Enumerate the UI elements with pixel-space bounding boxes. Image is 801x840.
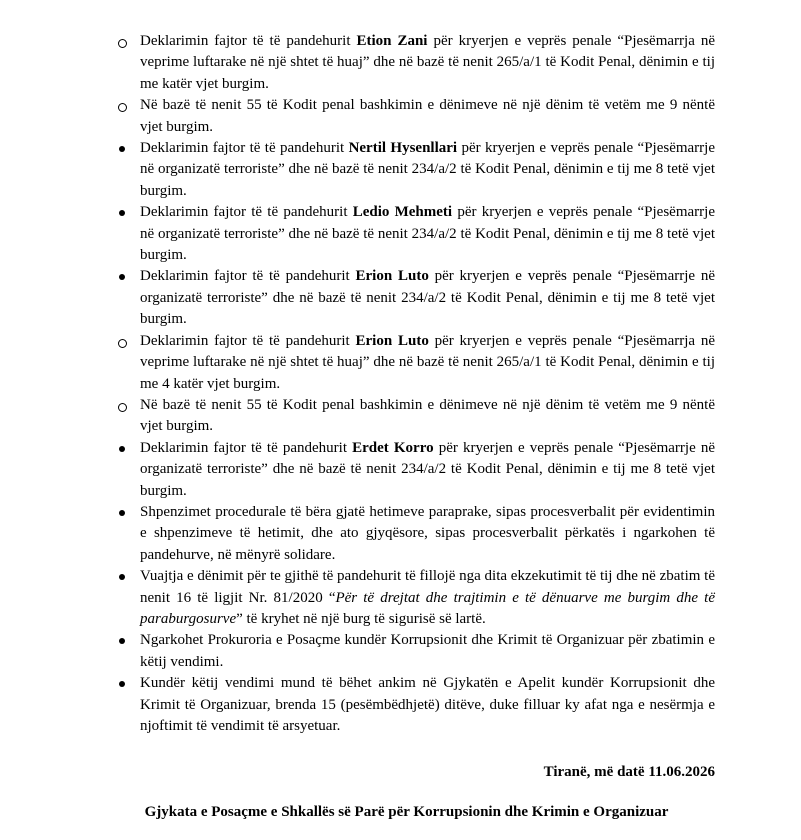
text-run: për kryerjen e veprës penale “Pjesëmarrja në veprime luftarake në një shtet të huaj” dhe në bazë të nenit 265/a/1 të Kodit Penal, dënimin e tij me katër vjet burgim. [140, 33, 715, 92]
hollow-bullet-icon [116, 95, 128, 119]
hollow-bullet-icon [116, 331, 128, 355]
bullet-icon [116, 202, 128, 223]
list-item [0, 630, 715, 673]
bullet-icon [116, 502, 128, 523]
verdict-list [0, 31, 801, 737]
text-run: Në bazë të nenit 55 të Kodit penal bashkimin e dënimeve në një dënim të vetëm me 9 nëntë vjet burgim. [140, 396, 715, 435]
text-run: Në bazë të nenit 55 të Kodit penal bashkimin e dënimeve në një dënim të vetëm me 9 nëntë vjet burgim. [140, 97, 715, 135]
defendant-name: Ledio Mehmeti [352, 204, 453, 221]
defendant-name: Erion Luto [355, 332, 429, 349]
bullet-icon [116, 266, 128, 287]
text-run: Deklarimin fajtor të të pandehurit [140, 33, 357, 49]
text-run: Ngarkohet Prokuroria e Posaçme kundër Korrupsionit dhe Krimit të Organizuar për zbatimin e këtij vendimi. [140, 632, 715, 670]
text-run: për kryerjen e veprës penale “Pjesëmarrje në organizatë terroriste” dhe në bazë të nenit 234/a/2 të Kodit Penal, dënimin e tij me 8 tetë vjet burgim. [140, 439, 715, 499]
defendant-name: Etion Zani [356, 33, 428, 49]
list-item [0, 673, 715, 737]
list-item-text [140, 566, 715, 630]
text-run: për kryerjen e veprës penale “Pjesëmarrje në organizatë terroriste” dhe në bazë të nenit 234/a/2 të Kodit Penal, dënimin e tij me 8 tetë vjet burgim. [140, 140, 715, 199]
bullet-icon [116, 566, 128, 587]
text-run: Kundër këtij vendimi mund të bëhet ankim në Gjykatën e Apelit kundër Korrupsionit dhe Krimit të Organizuar, brenda 15 (pesëmbëdhjetë) ditëve, duke filluar ky afat nga e nesërmja e njoftimit të vendimit të arsyetuar. [140, 675, 715, 734]
text-run: për kryerjen e veprës penale “Pjesëmarrje në organizatë terroriste” dhe në bazë të nenit 234/a/2 të Kodit Penal, dënimin e tij me 8 tetë vjet burgim. [140, 268, 716, 328]
text-run: Deklarimin fajtor të të pandehurit [140, 140, 349, 157]
list-item [0, 502, 715, 566]
hollow-bullet-icon [116, 395, 128, 419]
text-run: Deklarimin fajtor të të pandehurit [140, 332, 356, 349]
list-item-text [140, 266, 715, 330]
place-and-date: Tiranë, më datë 11.06.2026 [543, 764, 715, 780]
bullet-icon [116, 673, 128, 694]
list-item-text [140, 31, 715, 95]
list-item [0, 331, 715, 395]
list-item-text [140, 331, 715, 395]
list-item [0, 138, 715, 202]
list-item-text [140, 95, 715, 138]
defendant-name: Erdet Korro [352, 439, 434, 456]
list-item [0, 31, 715, 95]
law-title: Për të drejtat dhe trajtimin e të dënuarve me burgim dhe të paraburgosurve [140, 589, 715, 627]
list-item-text [140, 395, 715, 438]
bullet-icon [116, 438, 128, 459]
text-run: Deklarimin fajtor të të pandehurit [140, 204, 353, 221]
list-item [0, 95, 715, 138]
list-item [0, 202, 715, 266]
list-item-text [140, 438, 715, 502]
list-item [0, 438, 715, 502]
list-item [0, 395, 715, 438]
text-run: për kryerjen e veprës penale “Pjesëmarrja në veprime luftarake në një shtet të huaj” dhe në bazë të nenit 265/a/1 të Kodit Penal, dënimin e tij me 4 katër vjet burgim. [140, 332, 716, 392]
text-run: për kryerjen e veprës penale “Pjesëmarrje në organizatë terroriste” dhe në bazë të nenit 234/a/2 të Kodit Penal, dënimin e tij me 8 tetë vjet burgim. [140, 204, 715, 264]
list-item-text [140, 502, 715, 566]
list-item-text [140, 673, 715, 737]
list-item-text [140, 630, 715, 673]
hollow-bullet-icon [116, 31, 128, 55]
defendant-name: Erion Luto [355, 268, 429, 285]
text-run: Deklarimin fajtor të të pandehurit [140, 268, 356, 285]
bullet-icon [116, 630, 128, 651]
list-item-text [140, 202, 715, 266]
bullet-icon [116, 138, 128, 159]
list-item-text [140, 138, 715, 202]
text-run: ” të kryhet në një burg të sigurisë së lartë. [236, 610, 486, 627]
court-name: Gjykata e Posaçme e Shkallës së Parë për Korrupsionin dhe Krimin e Organizuar [144, 804, 669, 820]
defendant-name: Nertil Hysenllari [348, 140, 458, 157]
text-run: Vuajtja e dënimit për te gjithë të pandehurit të fillojë nga dita ekzekutimit të tij dhe në zbatim të nenit 16 të ligjit Nr. 81/2020 “ [140, 568, 715, 606]
text-run: Deklarimin fajtor të të pandehurit [140, 439, 353, 456]
list-item [0, 266, 715, 330]
list-item [0, 566, 715, 630]
text-run: Shpenzimet procedurale të bëra gjatë hetimeve paraprake, sipas procesverbalit për evidentimin e shpenzimeve të hetimit, dhe ato gjyqësore, sipas procesverbalit përkatës i ngarkohen të pandehurve, në mënyrë solidare. [140, 503, 715, 563]
